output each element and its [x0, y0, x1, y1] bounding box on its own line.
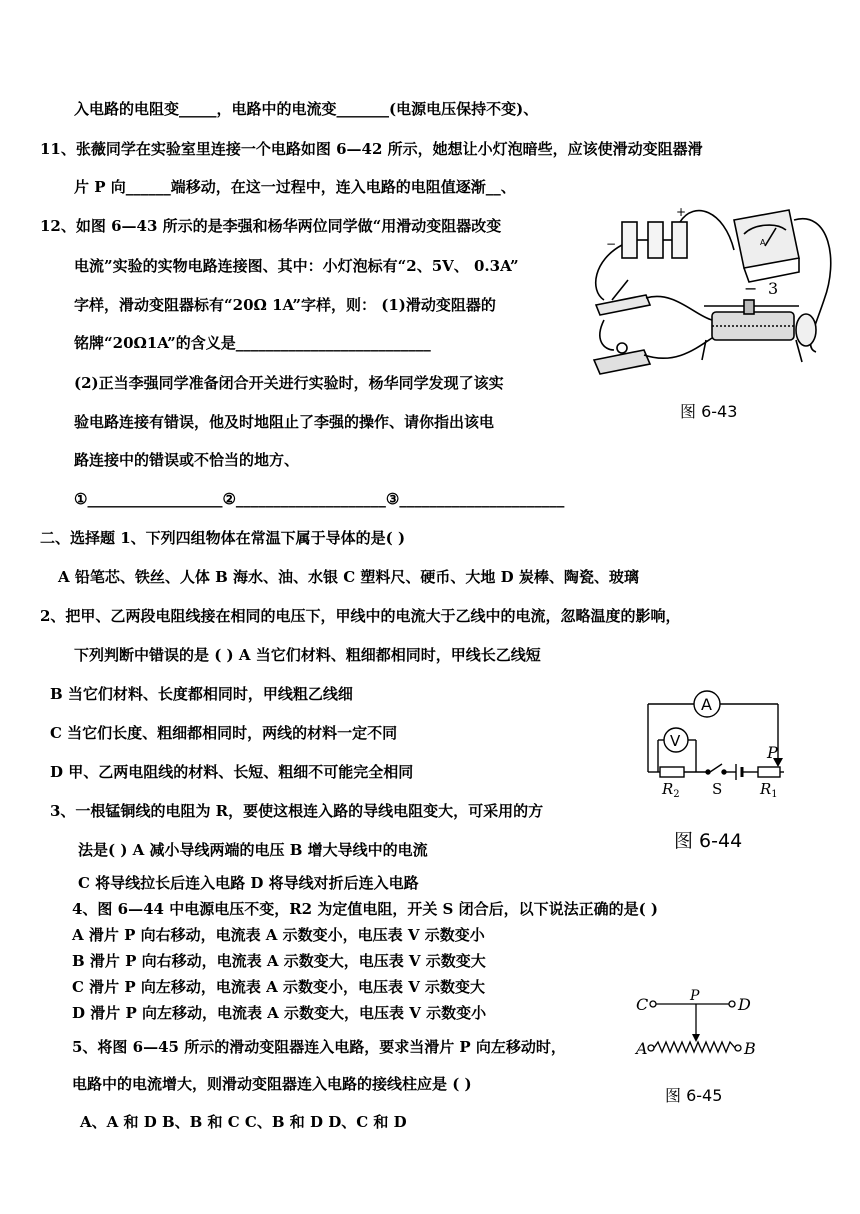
question-11-line: 片 P 向______端移动，在这一过程中，连入电路的电阻值逐渐__、 — [74, 178, 516, 196]
question-3-line: C 将导线拉长后连入电路 D 将导线对折后连入电路 — [78, 874, 419, 892]
figure-6-43-circuit-photo — [584, 200, 844, 380]
resistor-r2-symbol — [660, 767, 684, 777]
battery-cell — [672, 222, 687, 258]
slider-p-label: P — [690, 988, 700, 1004]
figure-6-45-caption: 图 6-45 — [665, 1086, 723, 1105]
r2-label: $R_2$ — [662, 780, 680, 800]
question-12-line: 字样，滑动变阻器标有“20Ω 1A”字样，则： (1)滑动变阻器的 — [74, 296, 496, 314]
question-12-line: 铭牌“20Ω1A”的含义是__________________________ — [74, 334, 431, 352]
question-11-line: 11、张薇同学在实验室里连接一个电路如图 6—42 所示，她想让小灯泡暗些，应该使滑动变阻器滑 — [40, 140, 703, 158]
terminal-b-label: B — [744, 1039, 756, 1058]
question-3-line: 3、一根锰铜线的电阻为 R，要使这根连入路的导线电阻变大，可采用的方 — [50, 802, 544, 820]
bulb — [617, 343, 627, 353]
question-line: 入电路的电阻变_____，电路中的电流变_______(电源电压保持不变)、 — [74, 100, 539, 118]
question-12-line: (2)正当李强同学准备闭合开关进行实验时，杨华同学发现了该实 — [74, 374, 504, 392]
terminal-c-label: C — [636, 995, 649, 1014]
question-12-line: 12、如图 6—43 所示的是李强和杨华两位同学做“用滑动变阻器改变 — [40, 217, 502, 235]
battery-minus-label: − — [606, 237, 617, 251]
question-2-option: D 甲、乙两电阻线的材料、长短、粗细不可能完全相同 — [50, 763, 414, 781]
question-5-line: 5、将图 6—45 所示的滑动变阻器连入电路，要求当滑片 P 向左移动时， — [72, 1038, 566, 1056]
ammeter-label: A — [701, 695, 712, 714]
resistance-wire — [654, 1042, 735, 1052]
meter-three-label: 3 — [768, 279, 779, 298]
question-2-option: B 当它们材料、长度都相同时，甲线粗乙线细 — [50, 685, 353, 703]
answer-blanks: ①__________________②____________________③______________________ — [74, 490, 565, 508]
question-2-option: C 当它们长度、粗细都相同时，两线的材料一定不同 — [50, 724, 398, 742]
battery-plus-label: + — [676, 205, 687, 219]
battery-cell — [648, 222, 663, 258]
switch-base — [596, 295, 650, 315]
r1-label: $R_1$ — [760, 780, 778, 800]
question-4-option: D 滑片 P 向左移动，电流表 A 示数变大，电压表 V 示数变小 — [72, 1004, 487, 1022]
question-4-option: A 滑片 P 向右移动，电流表 A 示数变小，电压表 V 示数变小 — [72, 926, 485, 944]
question-12-line: 电流”实验的实物电路连接图、其中：小灯泡标有“2、5V、 0.3A” — [74, 257, 519, 275]
question-4-option: B 滑片 P 向右移动，电流表 A 示数变大，电压表 V 示数变大 — [72, 952, 486, 970]
switch-s-label: S — [712, 780, 723, 798]
section-2-heading: 二、选择题 1、下列四组物体在常温下属于导体的是( ) — [40, 529, 406, 547]
meter-letter-label: A — [760, 238, 766, 247]
terminal-a-label: A — [636, 1039, 648, 1058]
figure-6-43-caption: 图 6-43 — [680, 402, 738, 421]
voltmeter-label: V — [670, 732, 681, 750]
figure-6-44-circuit-diagram — [636, 688, 786, 800]
slider-p-label: P — [767, 743, 778, 762]
question-2-line: 2、把甲、乙两段电阻线接在相同的电压下，甲线中的电流大于乙线中的电流，忽略温度的影响， — [40, 607, 681, 625]
battery-cell — [622, 222, 637, 258]
figure-6-44-caption: 图 6-44 — [674, 830, 743, 852]
question-3-line: 法是( ) A 减小导线两端的电压 B 增大导线中的电流 — [78, 841, 428, 859]
question-5-line: 电路中的电流增大，则滑动变阻器连入电路的接线柱应是 ( ) — [72, 1075, 472, 1093]
question-2-line: 下列判断中错误的是 ( ) A 当它们材料、粗细都相同时，甲线长乙线短 — [74, 646, 541, 664]
figure-6-45-rheostat — [634, 990, 774, 1064]
question-4-option: C 滑片 P 向左移动，电流表 A 示数变小，电压表 V 示数变大 — [72, 978, 486, 996]
question-5-options: A、A 和 D B、B 和 C C、B 和 D D、C 和 D — [80, 1113, 407, 1131]
question-1-options: A 铅笔芯、铁丝、人体 B 海水、油、水银 C 塑料尺、硬币、大地 D 炭棒、陶瓷、玻璃 — [58, 568, 639, 586]
ammeter-body — [734, 210, 799, 268]
meter-minus-label: − — [744, 279, 758, 298]
rheostat-r1-symbol — [758, 767, 780, 777]
question-12-line: 路连接中的错误或不恰当的地方、 — [74, 451, 300, 469]
terminal-d-label: D — [738, 995, 751, 1014]
question-12-line: 验电路连接有错误，他及时地阻止了李强的操作、请你指出该电 — [74, 413, 495, 431]
question-4-line: 4、图 6—44 中电源电压不变，R2 为定值电阻，开关 S 闭合后，以下说法正确的是( ) — [72, 900, 659, 918]
